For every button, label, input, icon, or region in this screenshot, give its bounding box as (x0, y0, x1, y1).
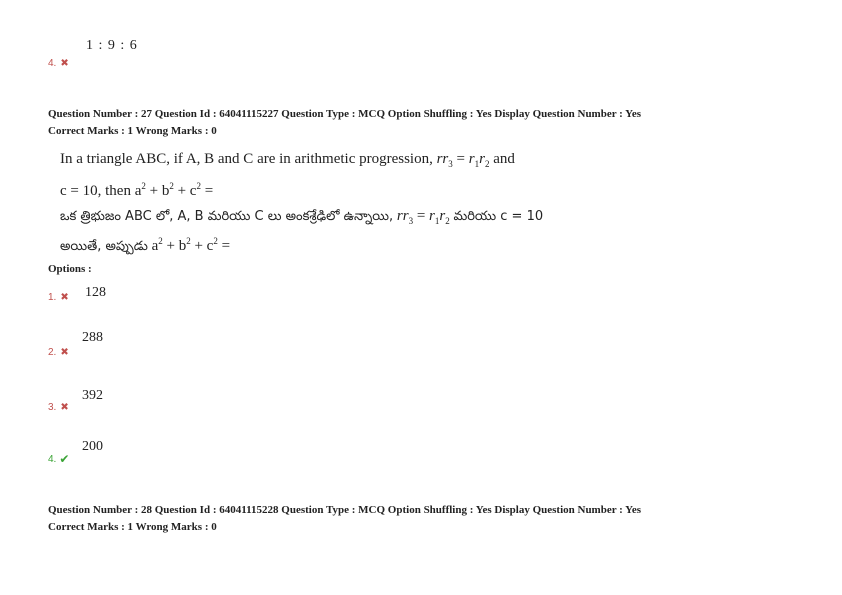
question-27-english-line1 (60, 151, 515, 169)
formula-rr-telugu: $rr_3 = r_1r_2$ (396, 208, 450, 226)
question-28-meta-line2: Correct Marks : 1 Wrong Marks : 0 (48, 521, 217, 533)
question-27-english-line2 (60, 181, 213, 200)
formula-sum-squares: $a^2 + b^2 + c^2$ = (134, 181, 214, 199)
question-27-telugu-line2 (60, 236, 230, 257)
option-4-marker (48, 452, 69, 466)
question-28-meta-line1: Question Number : 28 Question Id : 64041115228 Question Type : MCQ Option Shuffling : Yes Display Question Number : Yes (48, 504, 642, 516)
cross-icon: ✖ (60, 347, 69, 358)
check-icon: ✔ (59, 452, 70, 466)
option-number: 2. (48, 347, 57, 358)
option-3-value: 392 (82, 388, 103, 403)
cross-icon: ✖ (60, 292, 69, 303)
formula-rr: $rr_3 = r_1r_2$ (436, 151, 490, 169)
option-2-marker (48, 347, 69, 358)
telugu-line2-text: అయితే, అప్పుడు (60, 239, 148, 254)
previous-option-4 (48, 58, 69, 69)
english-text-part1: In a triangle ABC, if A, B and C are in arithmetic progression, (60, 151, 433, 167)
formula-sum-squares-telugu: $a^2 + b^2 + c^2$ = (151, 236, 231, 254)
option-4-value: 200 (82, 439, 103, 454)
option-3-marker (48, 402, 69, 413)
option-number: 4. (48, 453, 57, 465)
telugu-text-part2: మరియు c = 10 (453, 209, 544, 224)
option-number: 3. (48, 402, 57, 413)
english-text-part2: and (493, 151, 515, 167)
question-27-telugu-line1 (60, 208, 543, 227)
options-label: Options : (48, 263, 92, 275)
option-1-value: 128 (85, 285, 106, 300)
telugu-text-part1: ఒక త్రిభుజం ABC లో, A, B మరియు C లు అంకశ్రేఢిలో ఉన్నాయి, (60, 209, 394, 224)
question-27-meta-line1: Question Number : 27 Question Id : 64041115227 Question Type : MCQ Option Shuffling : Yes Display Question Number : Yes (48, 108, 642, 120)
option-2-value: 288 (82, 330, 103, 345)
option-number: 1. (48, 292, 57, 303)
cross-icon: ✖ (60, 402, 69, 413)
option-1-marker (48, 292, 69, 303)
option-number: 4. (48, 58, 57, 69)
question-27-meta-line2: Correct Marks : 1 Wrong Marks : 0 (48, 125, 217, 137)
english-line2-text: c = 10, then (60, 183, 131, 199)
cross-icon: ✖ (60, 58, 69, 69)
previous-option-value: 1 : 9 : 6 (86, 38, 138, 53)
